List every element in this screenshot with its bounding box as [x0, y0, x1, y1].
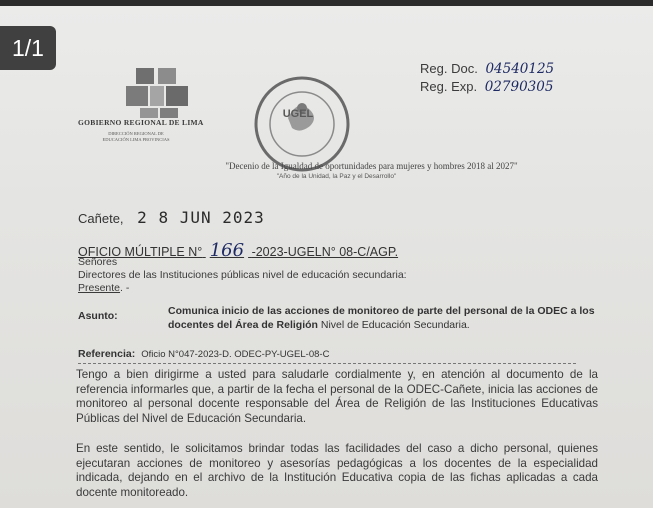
body-paragraph-2: En este sentido, le solicitamos brindar todas las facilidades del caso a dicho personal, quienes ejecutaran acciones de monitoreo y asesorías pedagógicas a los docentes de la especialidad indicada, dejando en el archivo de la Institución Educativa copia de las fichas aplicadas a cada docente monitoreado. [76, 442, 598, 499]
direccion-regional-name: DIRECCIÓN REGIONAL DE EDUCACIÓN LIMA PROVINCIAS [102, 131, 170, 142]
presente: Presente [78, 282, 121, 294]
body-paragraph-1: Tengo a bien dirigirme a usted para saludarle cordialmente y, en atención al documento de la referencia informarles que, a partir de la fecha el personal de la ODEC-Cañete, inicia las acciones de monitoreo al personal docente responsable del Área de Religión de las Instituciones Educativas Públicas del Nivel de Educación Secundaria. [76, 368, 598, 425]
reg-doc-row [420, 60, 554, 78]
document-page [0, 6, 653, 508]
ugel-seal-label: UGEL [282, 108, 314, 120]
presente-tail: . - [120, 282, 130, 294]
oficio-suffix: -2023-UGELN° 08-C/AGP. [251, 245, 399, 259]
referencia-value: Oficio N°047-2023-D. ODEC-PY-UGEL-08-C [141, 349, 330, 360]
presente-line [78, 282, 129, 294]
registry-stamp [420, 60, 554, 96]
reg-exp-label: Reg. Exp. [420, 79, 478, 94]
page-indicator: 1/1 [0, 26, 56, 70]
place: Cañete, [78, 211, 124, 226]
referencia [78, 348, 329, 360]
asunto-text [168, 304, 598, 332]
oficio-number: 166 [209, 240, 245, 261]
gobierno-regional-name: GOBIERNO REGIONAL DE LIMA [78, 118, 204, 127]
date-stamp: 2 8 JUN 2023 [137, 208, 265, 227]
salutation: Señores [78, 256, 118, 268]
decade-motto: "Decenio de la Igualdad de oportunidades para mujeres y hombres 2018 al 2027" [225, 161, 518, 171]
oficio-title [78, 240, 398, 261]
gobierno-regional-logo-icon [78, 60, 238, 160]
letter-date [78, 208, 265, 227]
referencia-label: Referencia: [78, 348, 136, 360]
year-motto: "Año de la Unidad, la Paz y el Desarrollo" [276, 173, 397, 180]
asunto-label: Asunto: [78, 310, 118, 322]
reg-exp-value: 02790305 [484, 79, 554, 95]
oficio-prefix: OFICIO MÚLTIPLE N° [78, 245, 203, 259]
asunto-bold: Comunica inicio de las acciones de monitoreo de parte del personal de la ODEC a los docentes del Área de Religión [168, 305, 595, 331]
ugel-seal-icon [252, 74, 352, 174]
divider [78, 363, 576, 364]
recipients: Directores de las Instituciones públicas nivel de educación secundaria: [78, 269, 407, 281]
reg-doc-value: 04540125 [485, 61, 555, 77]
reg-exp-row [420, 78, 554, 96]
asunto-rest: Nivel de Educación Secundaria. [317, 319, 470, 331]
reg-doc-label: Reg. Doc. [420, 61, 478, 76]
